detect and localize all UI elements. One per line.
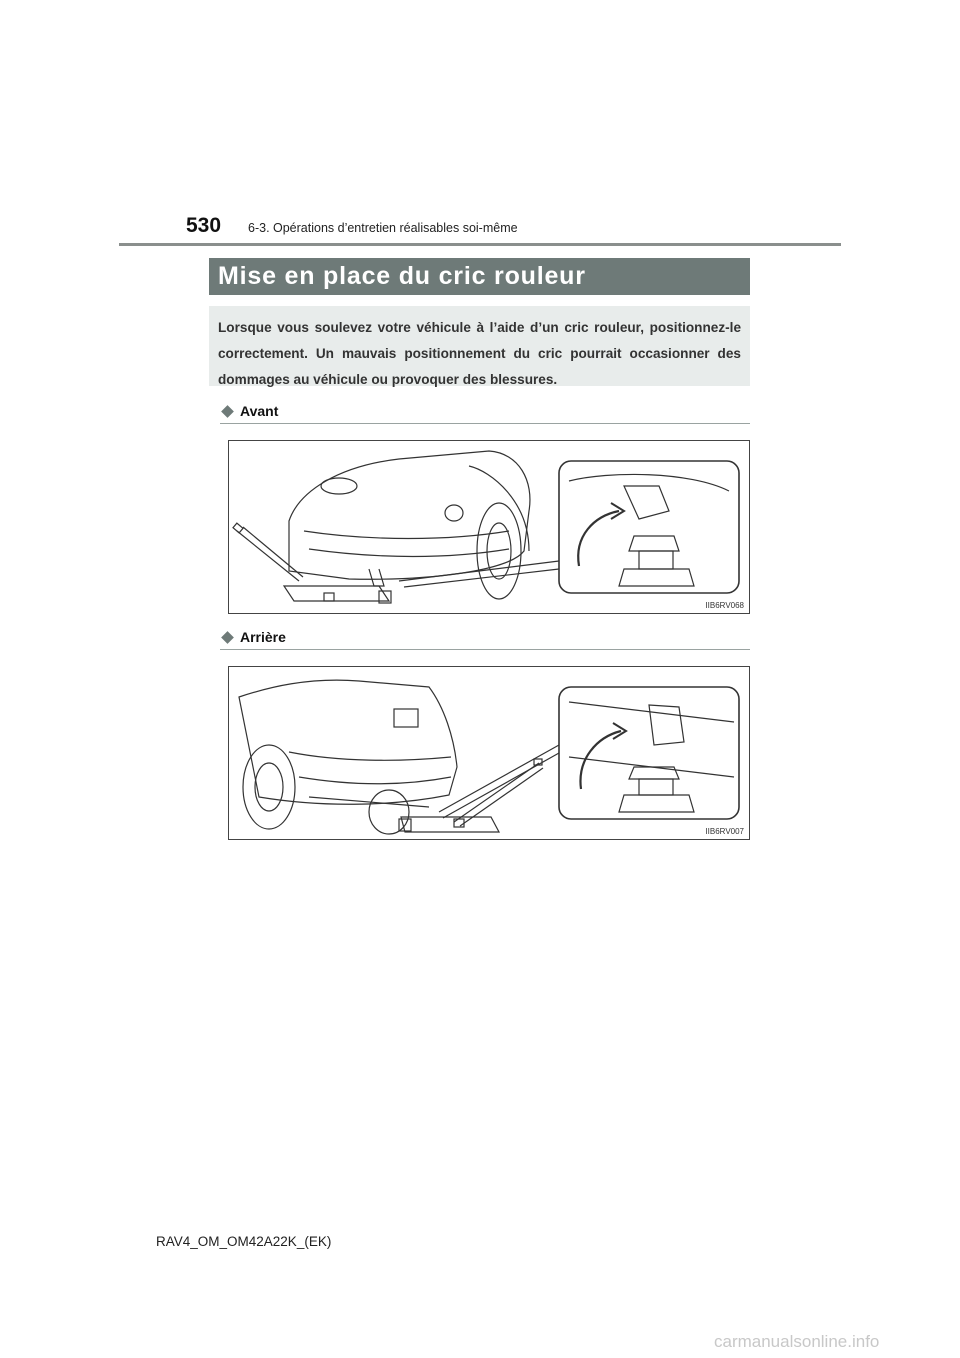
page-number: 530 — [186, 214, 222, 237]
subheading-rear — [220, 625, 750, 650]
figure-code: IIB6RV007 — [705, 827, 744, 836]
figure-code: IIB6RV068 — [705, 601, 744, 610]
figure-rear-jack — [228, 666, 750, 840]
intro-box: Lorsque vous soulevez votre véhicule à l’aide d’un cric rouleur, positionnez-le correctement. Un mauvais positionnement du cric pourrait occasionner des dommages au véhicule ou provoquer des blessures. — [209, 306, 750, 386]
subheading-label: Arrière — [240, 629, 286, 645]
diamond-icon — [221, 405, 234, 418]
subheading-front — [220, 399, 750, 424]
footer-code: RAV4_OM_OM42A22K_(EK) — [156, 1234, 332, 1249]
subheading-label: Avant — [240, 403, 279, 419]
figure-front-jack — [228, 440, 750, 614]
header-rule — [119, 243, 841, 246]
diamond-icon — [221, 631, 234, 644]
section-title: Mise en place du cric rouleur — [209, 258, 750, 295]
breadcrumb: 6-3. Opérations d’entretien réalisables soi-même — [248, 221, 518, 235]
watermark: carmanualsonline.info — [714, 1332, 880, 1351]
